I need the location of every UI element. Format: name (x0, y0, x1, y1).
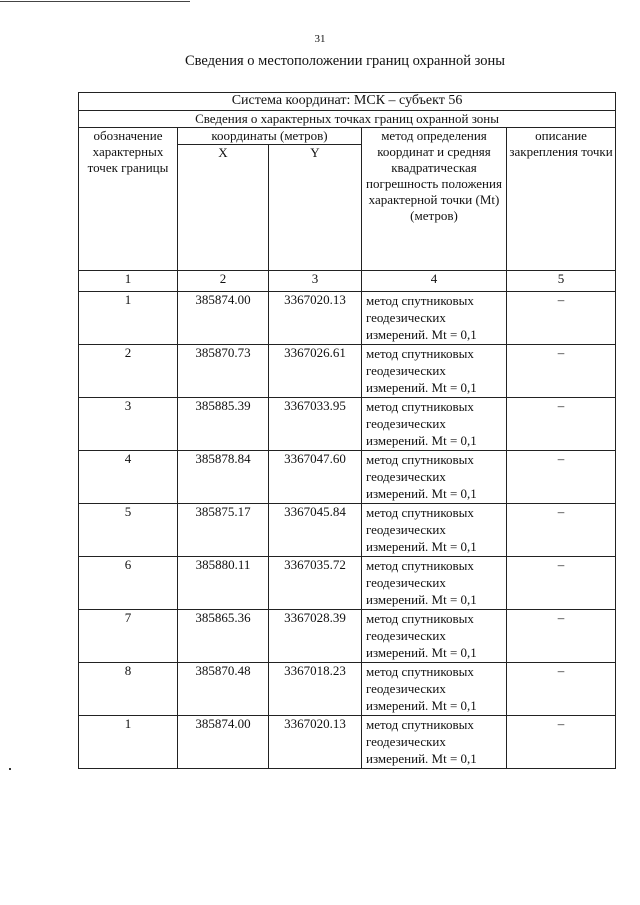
header-point: обозначение характерных точек границы (79, 128, 178, 271)
coordinate-system-label: Система координат: МСК – субъект 56 (79, 93, 616, 111)
table-row (79, 504, 616, 557)
header-y: Y (269, 145, 362, 271)
table-row (79, 398, 616, 451)
cell-method: метод спутниковых геодезических измерений. Mt = 0,1 (362, 663, 507, 716)
cell-method: метод спутниковых геодезических измерений. Mt = 0,1 (362, 504, 507, 557)
column-number-row (79, 271, 616, 292)
boundary-info-row (79, 111, 616, 128)
cell-x: 385880.11 (178, 557, 269, 610)
table-row (79, 557, 616, 610)
cell-x: 385885.39 (178, 398, 269, 451)
cell-x: 385874.00 (178, 292, 269, 345)
cell-method: метод спутниковых геодезических измерений. Mt = 0,1 (362, 345, 507, 398)
cell-description: – (507, 504, 616, 557)
cell-y: 3367033.95 (269, 398, 362, 451)
header-description: описание закрепления точки (507, 128, 616, 271)
cell-y: 3367026.61 (269, 345, 362, 398)
cell-x: 385874.00 (178, 716, 269, 769)
cell-x: 385875.17 (178, 504, 269, 557)
cell-x: 385870.48 (178, 663, 269, 716)
cell-method: метод спутниковых геодезических измерений. Mt = 0,1 (362, 292, 507, 345)
header-coordinates: координаты (метров) (178, 128, 362, 145)
cell-method: метод спутниковых геодезических измерений. Mt = 0,1 (362, 398, 507, 451)
cell-point: 3 (79, 398, 178, 451)
cell-x: 385878.84 (178, 451, 269, 504)
cell-x: 385865.36 (178, 610, 269, 663)
cell-y: 3367020.13 (269, 716, 362, 769)
header-method: метод определения координат и средняя квадратическая погрешность положения характерной точки (Mt) (метров) (362, 128, 507, 271)
cell-description: – (507, 610, 616, 663)
cell-point: 2 (79, 345, 178, 398)
document-title: Сведения о местоположении границ охранной зоны (184, 53, 505, 69)
top-rule (0, 1, 190, 2)
margin-dot (9, 768, 11, 770)
cell-y: 3367018.23 (269, 663, 362, 716)
boundary-info-label: Сведения о характерных точках границ охранной зоны (79, 111, 616, 128)
cell-y: 3367028.39 (269, 610, 362, 663)
table-row (79, 663, 616, 716)
cell-point: 6 (79, 557, 178, 610)
cell-point: 4 (79, 451, 178, 504)
cell-description: – (507, 398, 616, 451)
column-number: 2 (178, 271, 269, 292)
header-row (79, 128, 616, 145)
cell-method: метод спутниковых геодезических измерений. Mt = 0,1 (362, 716, 507, 769)
table-row (79, 345, 616, 398)
cell-point: 5 (79, 504, 178, 557)
cell-point: 1 (79, 292, 178, 345)
column-number: 1 (79, 271, 178, 292)
column-number: 3 (269, 271, 362, 292)
cell-description: – (507, 292, 616, 345)
coordinate-system-row (79, 93, 616, 111)
cell-method: метод спутниковых геодезических измерений. Mt = 0,1 (362, 610, 507, 663)
cell-y: 3367047.60 (269, 451, 362, 504)
cell-description: – (507, 663, 616, 716)
cell-point: 7 (79, 610, 178, 663)
cell-description: – (507, 451, 616, 504)
page-number: 31 (314, 33, 326, 45)
table-row (79, 292, 616, 345)
table-row (79, 610, 616, 663)
cell-y: 3367035.72 (269, 557, 362, 610)
cell-method: метод спутниковых геодезических измерений. Mt = 0,1 (362, 557, 507, 610)
table-row (79, 716, 616, 769)
cell-point: 1 (79, 716, 178, 769)
coordinates-table-body (79, 93, 616, 769)
column-number: 5 (507, 271, 616, 292)
column-number: 4 (362, 271, 507, 292)
cell-y: 3367020.13 (269, 292, 362, 345)
cell-x: 385870.73 (178, 345, 269, 398)
cell-description: – (507, 557, 616, 610)
coordinates-table (78, 92, 616, 769)
cell-point: 8 (79, 663, 178, 716)
cell-method: метод спутниковых геодезических измерений. Mt = 0,1 (362, 451, 507, 504)
cell-description: – (507, 345, 616, 398)
table-row (79, 451, 616, 504)
cell-description: – (507, 716, 616, 769)
header-x: X (178, 145, 269, 271)
cell-y: 3367045.84 (269, 504, 362, 557)
